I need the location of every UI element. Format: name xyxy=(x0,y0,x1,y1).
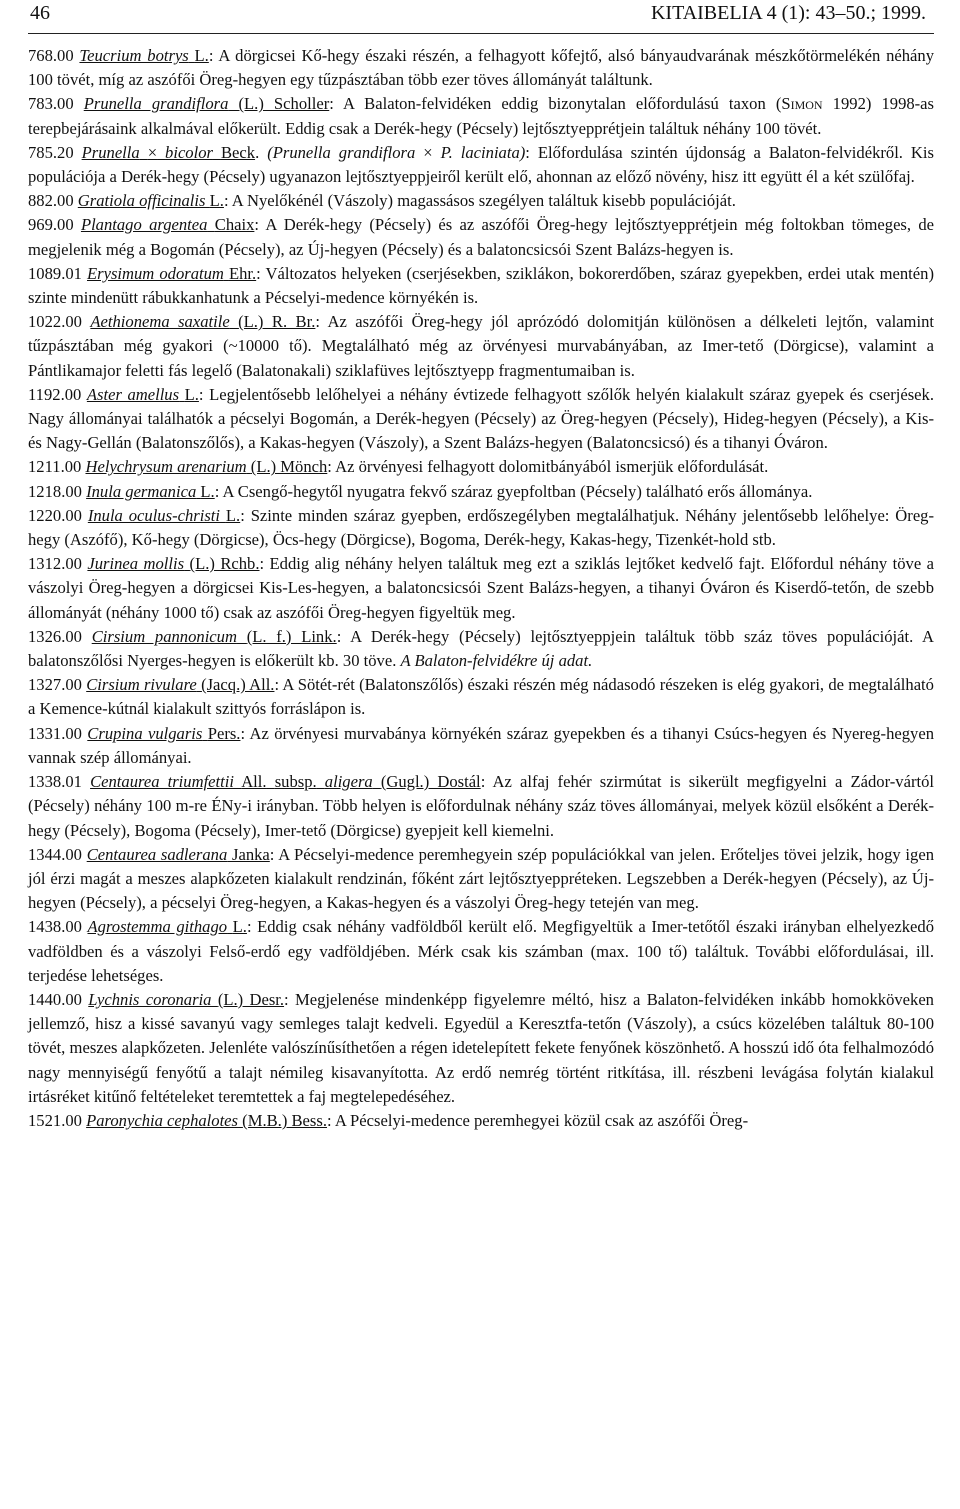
taxon-author: (L.) Scholler xyxy=(238,94,330,114)
taxon-epithet: bicolor xyxy=(165,142,213,162)
taxon-author: L. xyxy=(194,46,209,65)
taxon-name: Cirsium rivulare xyxy=(86,675,197,695)
entry-1089: 1089.01 Erysimum odoratum Ehr.: Változatos helyeken (cserjésekben, sziklákon, bokorerdőben, száraz gyepekben, erdei utak mentén) szinte mindenütt rábukkanhatunk a Pécselyi-medence környékén is. xyxy=(28,263,934,308)
taxon-author: (Jacq.) All. xyxy=(201,675,275,695)
entry-1344: 1344.00 Centaurea sadlerana Janka: A Pécselyi-medence peremhegyein szép populációkkal van jelen. Erőteljes tövei jelzik, hogy igen jól érzi magát a meszes alapkőzeten kialakult rendzinán, főként zárt lejtősztyeppréteken. Legszebben a Derék-hegyen (Pécsely), az Új-hegyen (Pécsely), a pécselyi Öreg-hegyen, a Kakas-hegyen és a vászolyi Öreg-hegy tetején van meg. xyxy=(28,844,934,913)
entry-1440: 1440.00 Lychnis coronaria (L.) Desr.: Megjelenése mindenképp figyelemre méltó, hisz a Balaton-felvidéken inkább homokköveken jellemző, hisz a kissé savanyú vagy semleges talajt kedveli. Egyedül a Keresztfa-tetőn (Vászoly), a csúcs közelében találtuk 80-100 tövét, meszes alapkőzeten. Jelenléte valószínűsíthetően a régen idetelepített fekete fenyőnek köszönhető. A hosszú idő óta felhalmozódó nagy mennyiségű fenyőtű a talajt némileg kisavanyította. Az erdő nemrég történt ritkítása, ill. részbeni levágása folytán kialakul irtásréket kitűnő feltételeket teremtettek a faj megtelepedéséhez. xyxy=(28,989,934,1106)
taxon-author: Chaix xyxy=(214,215,255,235)
entry-1331: 1331.00 Crupina vulgaris Pers.: Az örvényesi murvabánya környékén száraz gyepekben és a tihanyi Csúcs-hegyen és Nyereg-hegyen vannak szép állományai. xyxy=(28,723,934,767)
taxon-author: L. xyxy=(200,481,215,501)
taxon-author: (L.) Desr. xyxy=(217,989,285,1009)
taxon-name: Jurinea mollis xyxy=(87,554,185,574)
taxon-author: L. xyxy=(232,917,247,937)
page-number: 46 xyxy=(30,2,50,24)
journal-citation: KITAIBELIA 4 (1): 43–50.; 1999. xyxy=(650,2,926,24)
article-body xyxy=(28,44,934,1133)
taxon-author-primary: All. xyxy=(241,772,267,792)
citation-author: Simon xyxy=(781,94,823,114)
entry-1521: 1521.00 Paronychia cephalotes (M.B.) Bess.: A Pécselyi-medence peremhegyei közül csak az aszófői Öreg- xyxy=(28,1110,749,1130)
entry-1218: 1218.00 Inula germanica L.: A Csengő-hegytől nyugatra fekvő száraz gyepfoltban (Pécsely) található erős állománya. xyxy=(28,481,813,501)
taxon-name: Centaurea sadlerana xyxy=(86,844,228,864)
taxon-author: Ehr. xyxy=(228,263,257,283)
entry-1192: 1192.00 Aster amellus L.: Legjelentősebb lelőhelyei a néhány évtizede felhagyott szőlők helyén kialakult száraz gyepek és cserjések. Nagy állományai találhatók a pécselyi Bogomán, a Derék-hegyen (Pécsely) az Öreg-hegyen (Pécsely), Hideg-hegyen (Pécsely), a Kis- és Nagy-Gellán (Balatonszőlős), a Kakas-hegyen (Vászoly), a Szent Balázs-hegyen (Balatoncsicsó) és a tihanyi Óváron. xyxy=(28,384,934,453)
taxon-name: Teucrium botrys xyxy=(79,46,189,65)
taxon-name: Helychrysum arenarium xyxy=(85,457,247,477)
taxon-name: Plantago argentea xyxy=(80,215,208,235)
entry-1220: 1220.00 Inula oculus-christi L.: Szinte minden száraz gyepben, erdőszegélyben megtalálhatjuk. Néhány jelentősebb lelőhelye: Öreg-hegy (Aszófő), Kő-hegy (Dörgicse), Öcs-hegy (Dörgicse), Bogoma, Derék-hegy, Kakas-hegy, Tizenkét-hold stb. xyxy=(28,505,935,550)
taxon-name: Lychnis coronaria xyxy=(88,989,212,1009)
taxon-author: (L.) Rchb. xyxy=(189,554,260,574)
entry-1438: 1438.00 Agrostemma githago L.: Eddig csak néhány vadföldből került elő. Megfigyeltük a Imer-tetőtől északi irányban elhelyezkedő vadföldben és a vászolyi Felső-erdő egy vadföldjében. Mérk csak kis számban (max. 100 tő) találtuk. További előfordulásai, ill. terjedése lehetséges. xyxy=(28,917,935,985)
taxon-author: (Gugl.) Dostál xyxy=(380,772,481,792)
taxon-name: Prunella grandiflora xyxy=(83,94,229,114)
entry-1022: 1022.00 Aethionema saxatile (L.) R. Br.: Az aszófői Öreg-hegy jól aprózódó dolomitján különösen a délkeleti lejtőn, valamint tűzpásztában még gyakori (~10000 tő). Megtalálható még az örvényesi murvabányában, az Imer-tető (Dörgicse), valamint a Pántlikamajor feletti fás legelő (Balatonakali) sziklafüves lejtősztyepp fragmentumaiban is. xyxy=(28,312,934,380)
taxon-author: (M.B.) Bess. xyxy=(242,1110,327,1130)
infraspecific-epithet: aligera xyxy=(324,772,373,792)
entry-783: 783.00 Prunella grandiflora (L.) Scholler: A Balaton-felvidéken eddig bizonytalan előfordulású taxon (Simon 1992) 1998-as terepbejárásaink alkalmával előkerült. Eddig csak a Derék-hegy (Pécsely) lejtősztyepprétjein találtuk néhány 100 tövét. xyxy=(28,94,935,138)
taxon-name: Gratiola officinalis xyxy=(77,191,206,211)
entry-882: 882.00 Gratiola officinalis L.: A Nyelőkénél (Vászoly) magassásos szegélyen találtuk kisebb populációját. xyxy=(28,191,736,211)
hybrid-cross: × xyxy=(147,142,158,162)
parent-b: P. laciniata) xyxy=(440,142,526,162)
taxon-author: L. xyxy=(209,191,224,211)
new-record-note: A Balaton-felvidékre új adat. xyxy=(400,651,593,671)
entry-969: 969.00 Plantago argentea Chaix: A Derék-hegy (Pécsely) és az aszófői Öreg-hegy lejtősztyepprétjein még foltokban tömeges, de megjelenik még a Bogomán (Pécsely), az Új-hegyen (Pécsely) és a balatoncsicsói Szent Balázs-hegyen is. xyxy=(28,215,934,259)
taxon-name: Aethionema saxatile xyxy=(90,312,230,332)
taxon-author: Beck xyxy=(220,142,256,162)
taxon-name: Paronychia cephalotes xyxy=(86,1110,239,1130)
taxon-author: Janka xyxy=(232,844,270,864)
entry-1312: 1312.00 Jurinea mollis (L.) Rchb.: Eddig alig néhány helyen találtuk meg ezt a sziklás lejtőket kedvelő fajt. Előfordul néhány töve a vászolyi Öreg-hegyen a dörgicsei Kis-Les-hegyen, a balatoncsicsói Szent Balázs-hegyen, a tihanyi Óváron és Kiserdő-tetőn, de szebb állományát (néhány 1000 tő) csak az aszófői Öreg-hegyen figyeltük meg. xyxy=(28,554,935,622)
taxon-author: (L.) Mönch xyxy=(250,457,328,477)
entry-1338: 1338.01 Centaurea triumfettii All. subsp. aligera (Gugl.) Dostál: Az alfaj fehér szirmútat is sikerült megfigyelni a Zádor-vártól (Pécsely) néhány 100 m-re ÉNy-i irányban. Több helyen is előfordulnak néhány száz töves állományai, melyek közül elsőként a Derék-hegy (Pécsely), Bogoma (Pécsely), Imer-tető (Dörgicse) gyepjeit kell kiemelni. xyxy=(28,772,934,840)
taxon-name: Crupina vulgaris xyxy=(87,723,203,743)
taxon-author: L. xyxy=(184,384,199,404)
entry-1211: 1211.00 Helychrysum arenarium (L.) Mönch: Az örvényesi felhagyott dolomitbányából ismerjük előfordulását. xyxy=(28,457,769,477)
taxon-name: Centaurea triumfettii xyxy=(90,772,234,792)
running-header xyxy=(28,0,934,34)
rank-abbr: subsp. xyxy=(274,772,317,792)
entry-1326: 1326.00 Cirsium pannonicum (L. f.) Link.: A Derék-hegy (Pécsely) lejtősztyeppjein találtuk több száz töves populációját. A balatonszőlősi Nyerges-hegyen is előkerült kb. 30 töve. A Balaton-felvidékre új adat. xyxy=(28,626,935,671)
taxon-name: Inula oculus-christi xyxy=(87,505,221,525)
taxon-name: Agrostemma githago xyxy=(87,917,228,937)
taxon-author: L. xyxy=(225,505,241,525)
taxon-author: Pers. xyxy=(207,723,241,743)
entry-785: 785.20 Prunella × bicolor Beck. (Prunella grandiflora × P. laciniata): Előfordulása szintén újdonság a Balaton-felvidékről. Kis populációja a Derék-hegy (Pécsely) ugyanazon lejtősztyeppjeiről került elő, ahonnan az előző növény, hisz itt együtt él a két szülőfaj. xyxy=(28,142,934,187)
taxon-name: Inula germanica xyxy=(86,481,197,501)
parent-a: (Prunella grandiflora xyxy=(267,142,416,162)
entry-1327: 1327.00 Cirsium rivulare (Jacq.) All.: A Sötét-rét (Balatonszőlős) északi részén még nádasodó részeken is elég gyakori, de megtalálható a Kemence-kútnál kialakult szittyós forráslápon is. xyxy=(28,675,934,719)
taxon-author: (L. f.) Link. xyxy=(246,626,337,646)
taxon-name: Aster amellus xyxy=(86,384,180,404)
entry-768: 768.00 Teucrium botrys L.: A dörgicsei Kő-hegy északi részén, a felhagyott kőfejtő, alsó bányaudvarának mészkőtörmelékén néhány 100 tövét, míg az aszófői Öreg-hegyen egy tűzpásztában több ezer töves állományát találtunk. xyxy=(28,46,934,90)
taxon-author: (L.) R. Br. xyxy=(238,312,316,332)
taxon-genus: Prunella xyxy=(81,142,140,162)
taxon-name: Cirsium pannonicum xyxy=(91,626,237,646)
taxon-name: Erysimum odoratum xyxy=(87,263,224,283)
